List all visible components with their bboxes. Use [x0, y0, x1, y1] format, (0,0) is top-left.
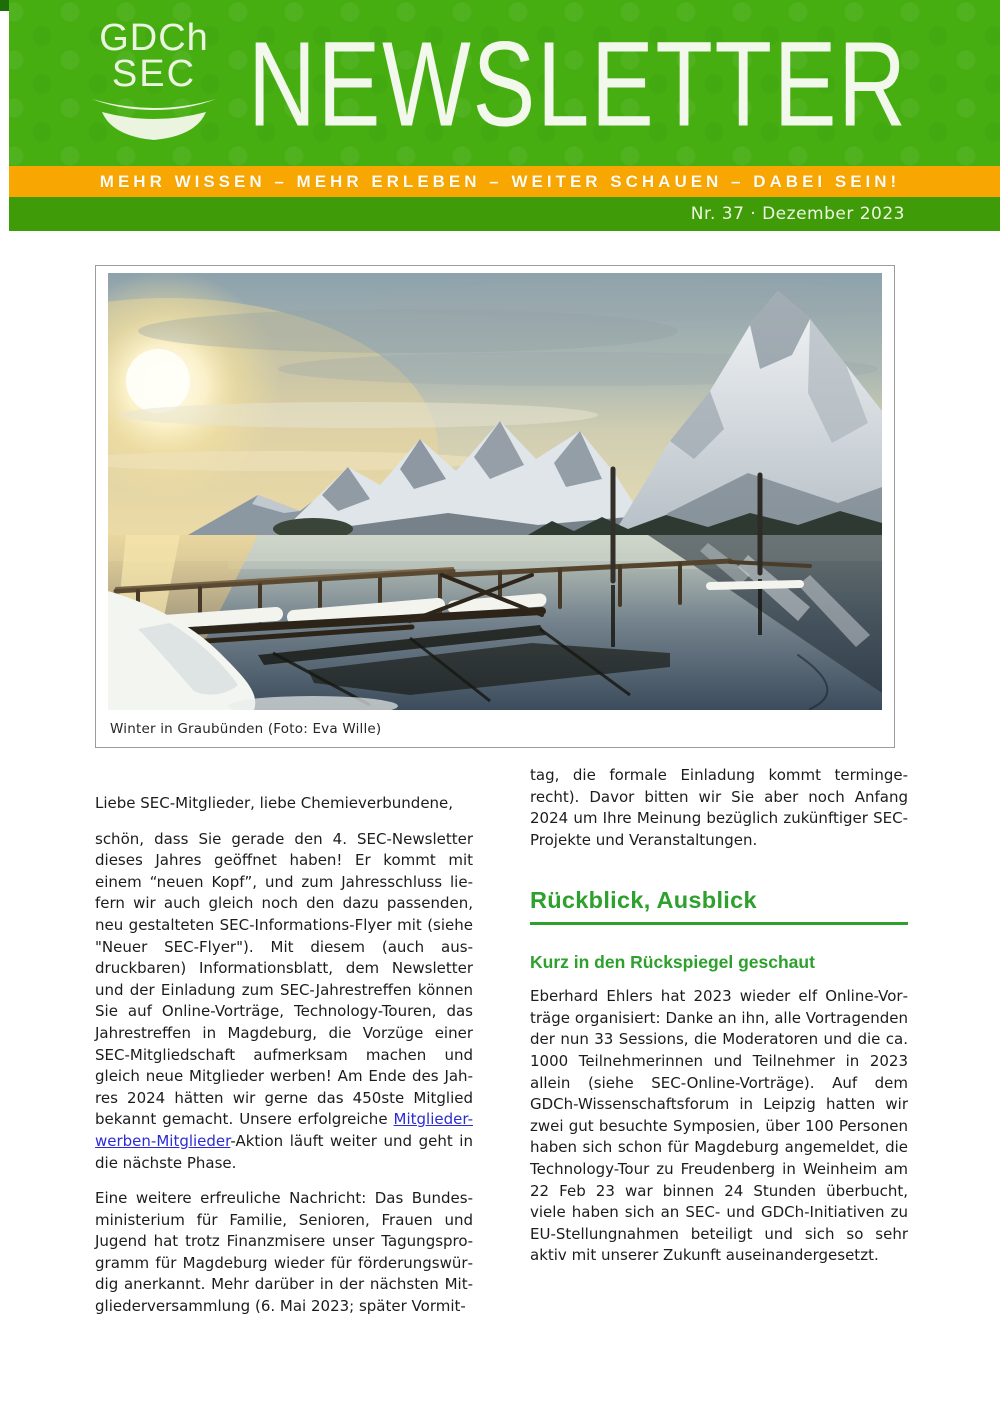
scan-edge-artifact-white [0, 11, 9, 231]
header-banner [0, 0, 1000, 166]
mitglieder-werben-mitglieder-link[interactable]: Mitglieder-werben-Mitglieder [95, 1110, 473, 1150]
winter-lake-photo [108, 273, 882, 710]
watchglass-bowl-icon [88, 96, 220, 142]
logo-text-sec: SEC [111, 53, 197, 96]
paragraph-bundesministerium: Eine weitere erfreuliche Nachricht: Das Bundesministerium für Familie, Senioren, Frauen und Jugend hat trotz Finanzmisere unser Tagungsprogramm für Magdeburg wieder für förderungswürdig anerkannt. Mehr darüber in der nächsten Mitgliederversammlung (6. Mai 2023; später Vormit- [95, 1189, 473, 1316]
newsletter-title: NEWSLETTER [248, 16, 908, 152]
section-heading-rueckblick: Rückblick, Ausblick [530, 888, 908, 925]
paragraph-rueckblick: Eberhard Ehlers hat 2023 wieder elf Online-Vorträge organisiert: Danke an ihn, alle Vortragenden der nun 33 Sessions, die Moderatoren und die ca. 1000 Teilnehmerinnen und Teilnehmer in 2023 allein (siehe SEC-Online-Vorträge). Auf dem GDCh-Wissenschaftsforum in Leipzig hatten wir zwei gut besuchte Symposien, über 100 Personen haben sich schon für Magdeburg angemeldet, die Technology-Tour zu Freudenberg in Weinheim am 22 Feb 23 war binnen 24 Stunden überbucht, viele haben sich an SEC- und GDCh-Initiativen zu EU-Stellungnahmen beteiligt und sich so sehr aktiv mit unserer Zukunft auseinandergesetzt. [530, 987, 908, 1265]
right-column [530, 765, 908, 1267]
issue-bar [0, 197, 1000, 231]
paragraph-intro [95, 829, 473, 1175]
photo-figure [95, 265, 895, 748]
greeting-line: Liebe SEC-Mitglieder, liebe Chemieverbundene, [95, 794, 454, 812]
slogan-text: MEHR WISSEN – MEHR ERLEBEN – WEITER SCHAUEN – DABEI SEIN! [99, 171, 901, 191]
intro-text-before-link: schön, dass Sie gerade den 4. SEC-Newsletter dieses Jahres geöffnet haben! Er kommt mit einem “neuen Kopf”, und zum Jahresschluss liefern wir auch gleich noch den dazu passenden, neu gestalteten SEC-Informations-Flyer mit (siehe "Neuer SEC-Flyer"). Mit diesem (auch ausdruckbaren) Informationsblatt, dem Newsletter und der Einladung zum SEC-Jahrestreffen können Sie auf Online-Vorträge, Technology-Touren, das Jahrestreffen in Magdeburg, die Vorzüge einer SEC-Mitgliedschaft aufmerksam machen und gleich neue Mitglieder werben! Am Ende des Jahres 2024 hätten wir gerne das 450ste Mitglied bekannt gemacht. Unsere erfolgreiche [95, 829, 473, 1129]
left-column [95, 793, 473, 1318]
logo-text-gdch: GDCh [99, 17, 209, 59]
photo-caption: Winter in Graubünden (Foto: Eva Wille) [110, 721, 382, 737]
issue-number: Nr. 37 · Dezember 2023 [690, 204, 905, 224]
subheading-rueckspiegel: Kurz in den Rückspiegel geschaut [530, 952, 815, 973]
intro-text-after-link: -Aktion läuft weiter und geht in die nächste Phase. [95, 1131, 473, 1172]
gdch-sec-logo [86, 17, 222, 142]
scan-edge-artifact-dark [0, 0, 9, 11]
slogan-banner [0, 166, 1000, 197]
paragraph-continuation: tag, die formale Einladung kommt termingerecht). Davor bitten wir Sie aber noch Anfang 2024 um Ihre Meinung bezüglich zukünftiger SEC-Projekte und Veranstaltungen. [530, 766, 908, 849]
